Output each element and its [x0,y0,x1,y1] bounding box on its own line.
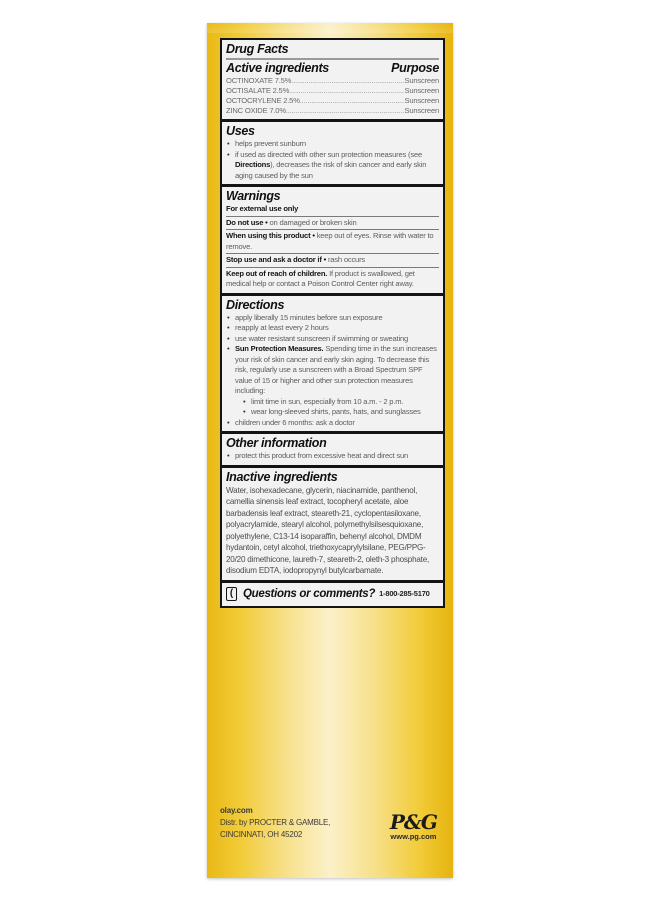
sun-protection-subitem: • wear long-sleeved shirts, pants, hats, and sunglasses [251,407,439,418]
ingredient-name: OCTOCRYLENE 2.5% [226,96,300,105]
warning-text: on damaged or broken skin [267,217,357,227]
questions-label: Questions or comments? [243,587,376,600]
inactive-ingredients-heading: Inactive ingredients [226,469,338,484]
questions-section [222,583,443,606]
other-information-heading: Other information [226,436,327,450]
ingredient-row [226,96,439,106]
uses-item [235,150,439,182]
leader-dots [300,96,405,106]
uses-section [222,122,443,187]
uses-item: • helps prevent sunburn [235,139,439,150]
do-not-use-warning [226,216,439,229]
active-ingredients-header [226,58,439,76]
ingredient-name: ZINC OXIDE 7.0% [226,106,286,115]
ingredient-row [226,106,439,116]
distributor-address: CINCINNATI, OH 45202 [220,830,303,839]
other-information-item: • protect this product from excessive heat and direct sun [235,451,439,462]
inactive-ingredients-section [222,468,443,583]
phone-icon: ( [226,587,237,601]
product-carton-panel [207,23,453,878]
other-information-section [222,434,443,468]
ingredient-purpose: Sunscreen [404,76,439,85]
other-information-list [226,451,439,462]
distributor-info [220,805,330,841]
uses-list [226,139,439,181]
ingredient-name: OCTISALATE 2.5% [226,86,290,95]
phone-number: 1-800-285-5170 [379,589,430,598]
warnings-heading: Warnings [226,189,281,203]
drug-facts-title: Drug Facts [226,42,289,56]
uses-heading: Uses [226,124,255,138]
external-use-warning: For external use only [226,204,299,213]
sun-protection-label: Sun Protection Measures. [235,344,324,353]
sun-protection-subitem: • limit time in sun, especially from 10 a.m. - 2 p.m. [251,397,439,408]
directions-reference: Directions [235,160,271,169]
when-using-warning [226,229,439,252]
leader-dots [289,86,404,96]
directions-list [226,313,439,429]
warning-label: Stop use and ask a doctor if • [226,255,327,264]
directions-item: • children under 6 months: ask a doctor [235,418,439,429]
directions-item: • apply liberally 15 minutes before sun exposure [235,313,439,324]
drug-facts-label [220,38,445,608]
ingredient-purpose: Sunscreen [404,96,439,105]
website: olay.com [220,806,253,815]
sun-protection-sublist [235,397,439,418]
warning-label: When using this product • [226,231,315,240]
pg-logo: P&G [389,810,437,834]
directions-section [222,296,443,435]
distributor-line: Distr. by PROCTER & GAMBLE, [220,818,331,827]
warning-text: keep out of eyes. Rinse with water to remove. [226,231,434,251]
uses-text: if used as directed with other sun protection measures (see [235,149,423,159]
leader-dots [291,76,404,86]
brand-url: www.pg.com [390,832,437,841]
carton-footer [220,805,441,841]
keep-out-of-reach-warning [226,267,439,290]
uses-text: ), decreases the risk of skin cancer and early skin aging caused by the sun [235,160,427,180]
directions-heading: Directions [226,297,285,312]
warnings-section [222,187,443,296]
ingredient-purpose: Sunscreen [404,106,439,115]
purpose-heading: Purpose [391,61,439,75]
warning-label: Keep out of reach of children. [226,268,328,278]
directions-item: • reapply at least every 2 hours [235,323,439,334]
active-ingredients-heading: Active ingredients [226,61,329,75]
leader-dots [286,106,405,116]
ingredient-purpose: Sunscreen [404,86,439,95]
directions-item: • use water resistant sunscreen if swimming or sweating [235,334,439,345]
ingredient-row [226,76,439,86]
brand-block [390,812,441,841]
active-ingredients-section [222,40,443,122]
inactive-ingredients-text: Water, isohexadecane, glycerin, niacinamide, panthenol, camellia sinensis leaf extract, tocopheryl acetate, aloe barbadensis leaf extract, steareth-21, cyclopentasiloxane, polyacrylamide, stearyl alcohol, polymethylsilsesquioxane, polyethylene, C13-14 isoparaffin, behenyl alcohol, DMDM hydantoin, cetyl alcohol, triethoxycaprylylsilane, PEG/PPG-20/20 dimethicone, laureth-7, steareth-2, oleth-3 phosphate, disodium EDTA, iodopropynyl butylcarbamate. [226,485,430,575]
stop-use-warning [226,253,439,266]
ingredient-row [226,86,439,96]
sun-protection-text: Spending time in the sun increases your risk of skin cancer and early skin aging. To decrease this risk, regularly use a sunscreen with a Broad Spectrum SPF value of 15 or higher and other sun protection measures including: [235,344,437,395]
warning-text: If product is swallowed, get medical help or contact a Poison Control Center right away. [226,268,415,288]
directions-item [235,344,439,418]
ingredient-name: OCTINOXATE 7.5% [226,76,292,85]
warning-label: Do not use • [226,217,268,227]
warning-text: rash occurs [326,255,366,264]
